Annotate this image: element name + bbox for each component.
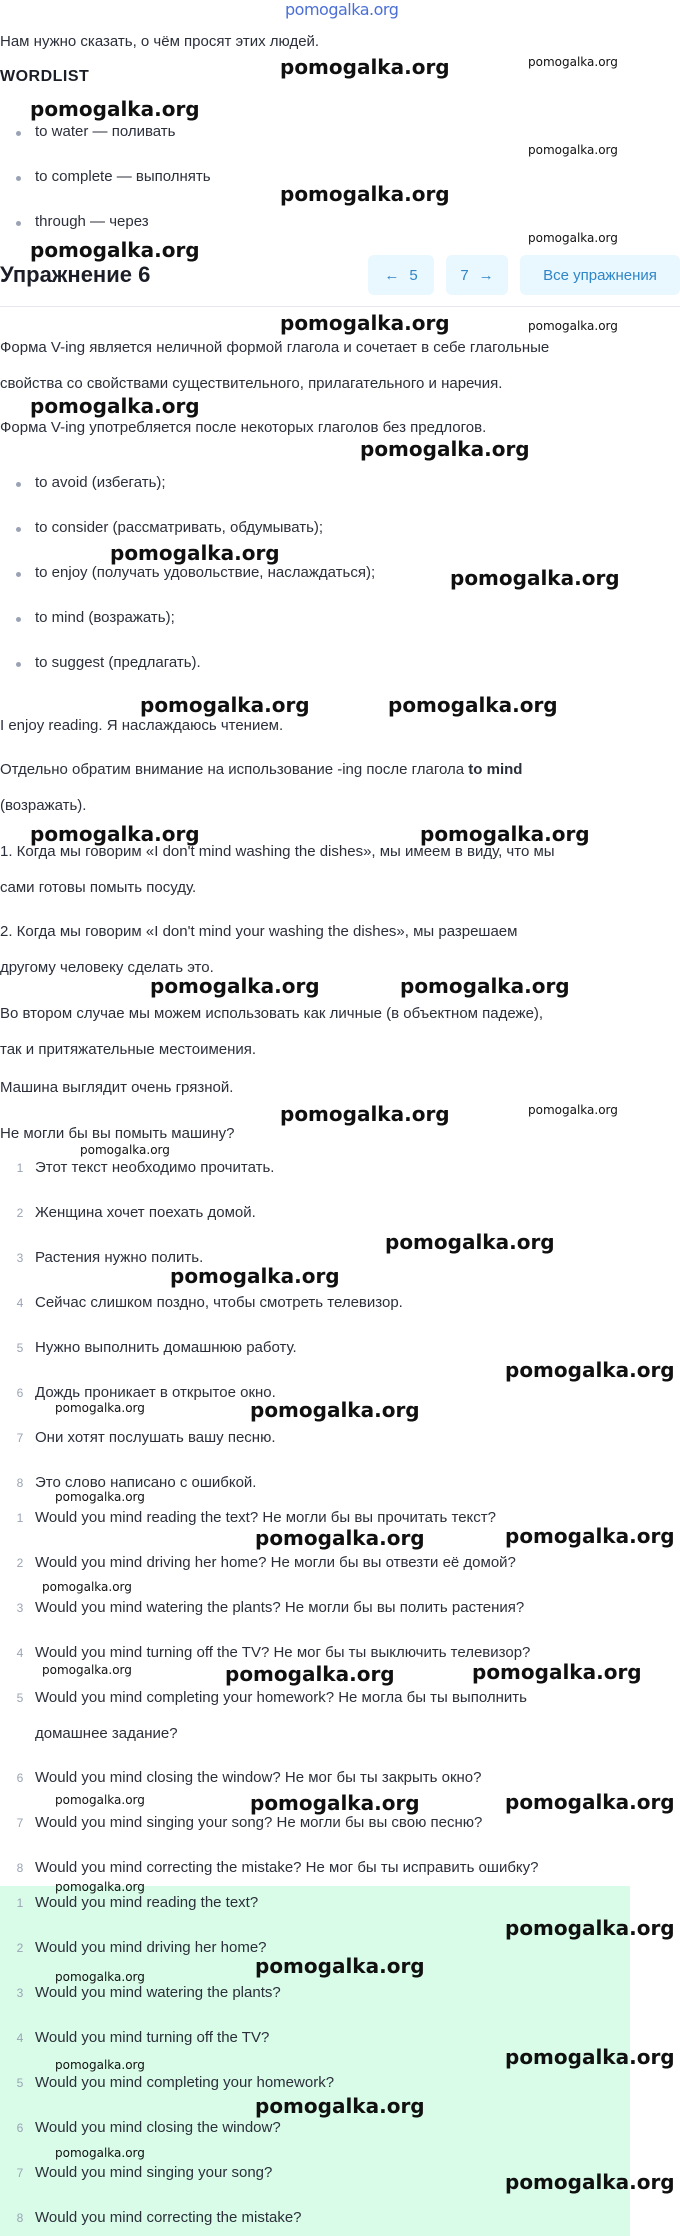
translation-number: 7 xyxy=(16,1816,24,1830)
arrow-left-icon: ← xyxy=(384,266,400,284)
watermark: pomogalka.org xyxy=(505,1916,675,1940)
case-paragraph: 2. Когда мы говорим «I don't mind your washing the dishes», мы разрешаем xyxy=(0,923,518,940)
watermark: pomogalka.org xyxy=(505,2170,675,2194)
note-bold-term: to mind xyxy=(468,761,523,778)
answer-item: Would you mind closing the window? xyxy=(35,2119,281,2136)
prev-exercise-label: 5 xyxy=(409,266,418,284)
watermark: pomogalka.org xyxy=(225,1662,395,1686)
watermark: pomogalka.org xyxy=(505,1790,675,1814)
intro-line: Нам нужно сказать, о чём просят этих людей. xyxy=(0,33,320,50)
watermark: pomogalka.org xyxy=(472,1660,642,1684)
answer-number: 8 xyxy=(16,2211,24,2225)
answer-number: 3 xyxy=(16,1986,24,2000)
case-paragraph: так и притяжательные местоимения. xyxy=(0,1041,257,1058)
watermark: pomogalka.org xyxy=(140,693,310,717)
watermark: pomogalka.org xyxy=(250,1398,420,1422)
watermark: pomogalka.org xyxy=(528,143,618,157)
watermark: pomogalka.org xyxy=(42,1580,132,1594)
verb-list-item: to suggest (предлагать). xyxy=(35,654,201,671)
arrow-right-icon: → xyxy=(478,266,494,284)
watermark: pomogalka.org xyxy=(400,974,570,998)
case-paragraph: 1. Когда мы говорим «I don't mind washing the dishes», мы имеем в виду, что мы xyxy=(0,843,555,860)
answer-item: Would you mind driving her home? xyxy=(35,1939,267,1956)
bullet-icon xyxy=(16,572,21,577)
watermark: pomogalka.org xyxy=(150,974,320,998)
verb-list-item: to avoid (избегать); xyxy=(35,474,166,491)
watermark: pomogalka.org xyxy=(280,182,450,206)
prev-exercise-button[interactable] xyxy=(368,255,434,295)
note-paragraph: (возражать). xyxy=(0,797,87,814)
verb-list-item: to mind (возражать); xyxy=(35,609,175,626)
watermark: pomogalka.org xyxy=(450,566,620,590)
watermark: pomogalka.org xyxy=(505,1524,675,1548)
watermark: pomogalka.org xyxy=(55,1401,145,1415)
task-item: Растения нужно полить. xyxy=(35,1249,204,1266)
watermark: pomogalka.org xyxy=(255,1954,425,1978)
theory-paragraph: Форма V-ing употребляется после некоторых глаголов без предлогов. xyxy=(0,419,487,436)
watermark: pomogalka.org xyxy=(385,1230,555,1254)
translation-item: Would you mind closing the window? Не мог бы ты закрыть окно? xyxy=(35,1769,482,1786)
watermark: pomogalka.org xyxy=(528,231,618,245)
watermark: pomogalka.org xyxy=(420,822,590,846)
bullet-icon xyxy=(16,176,21,181)
translation-item: Would you mind singing your song? Не могли бы вы свою песню? xyxy=(35,1814,483,1831)
task-number: 4 xyxy=(16,1296,24,1310)
watermark: pomogalka.org xyxy=(55,1490,145,1504)
watermark: pomogalka.org xyxy=(255,2094,425,2118)
bullet-icon xyxy=(16,221,21,226)
answer-number: 1 xyxy=(16,1896,24,1910)
watermark: pomogalka.org xyxy=(528,319,618,333)
header-divider xyxy=(0,306,680,307)
watermark: pomogalka.org xyxy=(528,1103,618,1117)
case-paragraph: другому человеку сделать это. xyxy=(0,959,214,976)
theory-paragraph: Форма V-ing является неличной формой глагола и сочетает в себе глагольные xyxy=(0,339,550,356)
translation-number: 2 xyxy=(16,1556,24,1570)
note-paragraph xyxy=(0,760,522,780)
watermark: pomogalka.org xyxy=(250,1791,420,1815)
task-item: Нужно выполнить домашнюю работу. xyxy=(35,1339,297,1356)
sample-sentence: Машина выглядит очень грязной. xyxy=(0,1079,234,1096)
wordlist-title: WORDLIST xyxy=(0,68,90,85)
translation-number: 4 xyxy=(16,1646,24,1660)
answer-number: 5 xyxy=(16,2076,24,2090)
watermark: pomogalka.org xyxy=(110,541,280,565)
translation-number: 1 xyxy=(16,1511,24,1525)
watermark: pomogalka.org xyxy=(505,1358,675,1382)
translation-number: 3 xyxy=(16,1601,24,1615)
watermark: pomogalka.org xyxy=(55,1970,145,1984)
translation-item: Would you mind turning off the TV? Не мог бы ты выключить телевизор? xyxy=(35,1644,531,1661)
task-item: Этот текст необходимо прочитать. xyxy=(35,1159,275,1176)
next-exercise-button[interactable] xyxy=(446,255,508,295)
watermark: pomogalka.org xyxy=(55,2058,145,2072)
answer-number: 6 xyxy=(16,2121,24,2135)
verb-list-item: to enjoy (получать удовольствие, наслаждаться); xyxy=(35,564,376,581)
bullet-icon xyxy=(16,482,21,487)
wordlist-item: through — через xyxy=(35,213,149,230)
answer-number: 7 xyxy=(16,2166,24,2180)
watermark: pomogalka.org xyxy=(388,693,558,717)
translation-item: Would you mind completing your homework? Не могла бы ты выполнить xyxy=(35,1689,527,1706)
watermark: pomogalka.org xyxy=(280,55,450,79)
example-sentence: I enjoy reading. Я наслаждаюсь чтением. xyxy=(0,717,284,734)
wordlist-item: to complete — выполнять xyxy=(35,168,211,185)
next-exercise-label: 7 xyxy=(460,266,469,284)
answer-item: Would you mind singing your song? xyxy=(35,2164,273,2181)
watermark: pomogalka.org xyxy=(505,2045,675,2069)
watermark: pomogalka.org xyxy=(30,97,200,121)
answer-item: Would you mind completing your homework? xyxy=(35,2074,335,2091)
task-number: 2 xyxy=(16,1206,24,1220)
sample-sentence: Не могли бы вы помыть машину? xyxy=(0,1125,235,1142)
answer-number: 2 xyxy=(16,1941,24,1955)
theory-paragraph: свойства со свойствами существительного, прилагательного и наречия. xyxy=(0,375,503,392)
watermark: pomogalka.org xyxy=(55,2146,145,2160)
translation-number: 5 xyxy=(16,1691,24,1705)
task-number: 3 xyxy=(16,1251,24,1265)
wordlist-item: to water — поливать xyxy=(35,123,176,140)
bullet-icon xyxy=(16,527,21,532)
watermark: pomogalka.org xyxy=(170,1264,340,1288)
watermark: pomogalka.org xyxy=(30,394,200,418)
bullet-icon xyxy=(16,617,21,622)
task-number: 8 xyxy=(16,1476,24,1490)
task-item: Женщина хочет поехать домой. xyxy=(35,1204,256,1221)
translation-item-continued: домашнее задание? xyxy=(35,1725,178,1742)
exercise-title: Упражнение 6 xyxy=(0,262,151,287)
task-item: Они хотят послушать вашу песню. xyxy=(35,1429,276,1446)
task-item: Сейчас слишком поздно, чтобы смотреть телевизор. xyxy=(35,1294,403,1311)
watermark: pomogalka.org xyxy=(55,1793,145,1807)
answer-number: 4 xyxy=(16,2031,24,2045)
translation-item: Would you mind driving her home? Не могли бы вы отвезти её домой? xyxy=(35,1554,516,1571)
watermark: pomogalka.org xyxy=(255,1526,425,1550)
answer-item: Would you mind turning off the TV? xyxy=(35,2029,270,2046)
all-exercises-button[interactable] xyxy=(520,255,680,295)
task-number: 7 xyxy=(16,1431,24,1445)
translation-item: Would you mind watering the plants? Не могли бы вы полить растения? xyxy=(35,1599,525,1616)
watermark: pomogalka.org xyxy=(280,311,450,335)
task-number: 1 xyxy=(16,1161,24,1175)
task-item: Это слово написано с ошибкой. xyxy=(35,1474,257,1491)
watermark: pomogalka.org xyxy=(55,1880,145,1894)
bullet-icon xyxy=(16,131,21,136)
answer-item: Would you mind reading the text? xyxy=(35,1894,259,1911)
watermark: pomogalka.org xyxy=(30,238,200,262)
watermark: pomogalka.org xyxy=(280,1102,450,1126)
translation-number: 6 xyxy=(16,1771,24,1785)
note-text: Отдельно обратим внимание на использование -ing после глагола xyxy=(0,761,469,778)
watermark: pomogalka.org xyxy=(360,437,530,461)
case-paragraph: сами готовы помыть посуду. xyxy=(0,879,197,896)
translation-item: Would you mind reading the text? Не могли бы вы прочитать текст? xyxy=(35,1509,496,1526)
case-paragraph: Во втором случае мы можем использовать как личные (в объектном падеже), xyxy=(0,1005,544,1022)
all-exercises-label: Все упражнения xyxy=(543,266,657,284)
verb-list-item: to consider (рассматривать, обдумывать); xyxy=(35,519,324,536)
watermark: pomogalka.org xyxy=(30,822,200,846)
task-item: Дождь проникает в открытое окно. xyxy=(35,1384,276,1401)
watermark: pomogalka.org xyxy=(528,55,618,69)
task-number: 6 xyxy=(16,1386,24,1400)
answer-item: Would you mind watering the plants? xyxy=(35,1984,281,2001)
answer-item: Would you mind correcting the mistake? xyxy=(35,2209,302,2226)
site-logo[interactable]: pomogalka.org xyxy=(285,0,399,19)
task-number: 5 xyxy=(16,1341,24,1355)
translation-item: Would you mind correcting the mistake? Не мог бы ты исправить ошибку? xyxy=(35,1859,539,1876)
translation-number: 8 xyxy=(16,1861,24,1875)
watermark: pomogalka.org xyxy=(80,1143,170,1157)
watermark: pomogalka.org xyxy=(42,1663,132,1677)
bullet-icon xyxy=(16,662,21,667)
